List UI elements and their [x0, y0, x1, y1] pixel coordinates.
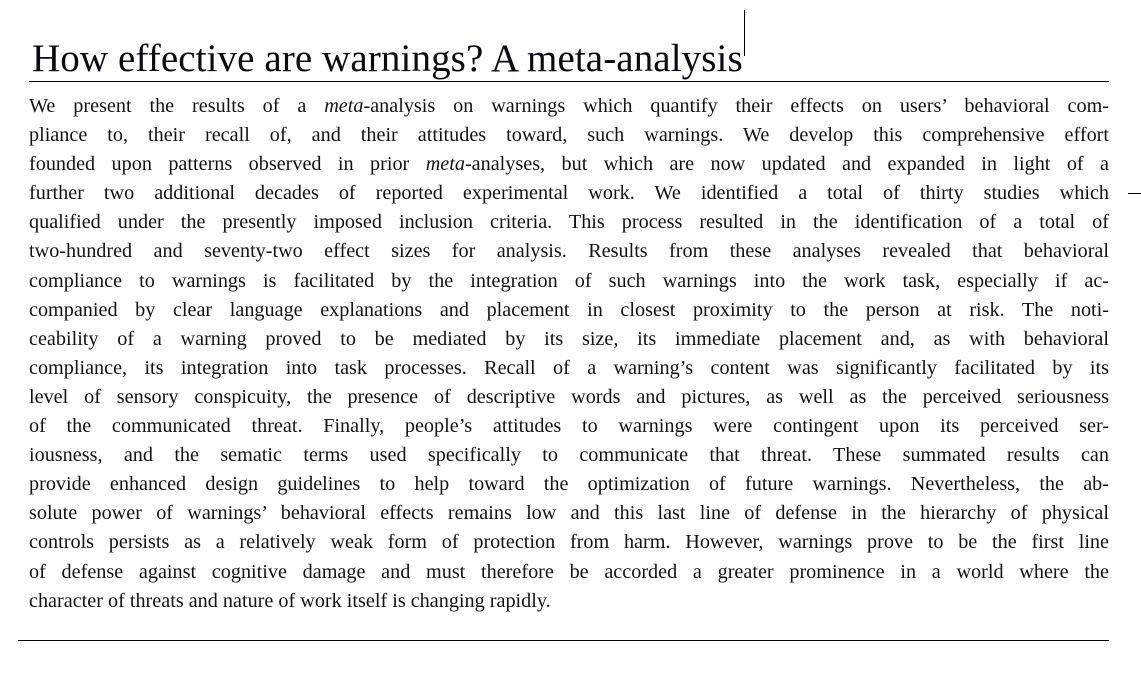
- abstract-line: [29, 587, 1109, 616]
- text-segment: solute power of warnings’ behavioral effects remains low and this last line of defense in the hierarchy of physical: [29, 502, 1109, 525]
- abstract-line: [29, 470, 1109, 499]
- abstract-line: [29, 237, 1109, 266]
- abstract-body: [29, 92, 1109, 616]
- text-segment: compliance to warnings is facilitated by the integration of such warnings into the work task, especially if ac-: [29, 269, 1109, 292]
- top-divider: [29, 81, 1109, 82]
- abstract-line: [29, 179, 1109, 208]
- abstract-line: [29, 208, 1109, 237]
- title-area: [32, 8, 745, 81]
- text-segment: -analysis on warnings which quantify their effects on users’ behavioral com-: [363, 95, 1109, 117]
- text-segment: controls persists as a relatively weak form of protection from harm. However, warnings prove to be the first line: [29, 531, 1109, 554]
- text-segment: compliance, its integration into task processes. Recall of a warning’s content was significantly facilitated by its: [29, 356, 1109, 379]
- text-segment: iousness, and the sematic terms used specifically to communicate that threat. These summated results can: [29, 444, 1109, 467]
- text-caret: [744, 10, 745, 56]
- text-segment: founded upon patterns observed in prior: [29, 153, 426, 176]
- italic-term: meta: [324, 95, 364, 117]
- abstract-line: [29, 92, 1109, 121]
- abstract-line: [29, 412, 1109, 441]
- abstract-line: [29, 441, 1109, 470]
- abstract-line: [29, 354, 1109, 383]
- bottom-divider: [18, 640, 1109, 641]
- abstract-line: [29, 296, 1109, 325]
- italic-term: meta: [425, 153, 465, 176]
- text-segment: companied by clear language explanations and placement in closest proximity to the person at risk. The noti-: [29, 298, 1109, 321]
- text-segment: character of threats and nature of work itself is changing rapidly.: [29, 589, 551, 612]
- text-segment: further two additional decades of reported experimental work. We identified a total of thirty studies which: [29, 182, 1109, 205]
- text-segment: provide enhanced design guidelines to help toward the optimization of future warnings. Nevertheless, the ab-: [29, 473, 1109, 496]
- text-segment: of defense against cognitive damage and must therefore be accorded a greater prominence in a world where the: [29, 560, 1109, 583]
- margin-dash-mark: [1128, 193, 1141, 194]
- text-segment: of the communicated threat. Finally, people’s attitudes to warnings were contingent upon its perceived ser-: [29, 415, 1109, 438]
- text-segment: pliance to, their recall of, and their attitudes toward, such warnings. We develop this comprehensive effort: [29, 124, 1109, 147]
- abstract-line: [29, 558, 1109, 587]
- text-segment: ceability of a warning proved to be mediated by its size, its immediate placement and, as with behavioral: [29, 327, 1109, 350]
- text-segment: We present the results of a: [29, 95, 325, 117]
- text-segment: two-hundred and seventy-two effect sizes for analysis. Results from these analyses revealed that behavioral: [29, 240, 1109, 263]
- text-segment: -analyses, but which are now updated and expanded in light of a: [464, 153, 1109, 176]
- abstract-line: [29, 150, 1109, 179]
- abstract-line: [29, 267, 1109, 296]
- abstract-line: [29, 528, 1109, 557]
- paper-title[interactable]: How effective are warnings? A meta-analysis: [32, 37, 743, 81]
- abstract-line: [29, 121, 1109, 150]
- abstract-line: [29, 499, 1109, 528]
- abstract-line: [29, 325, 1109, 354]
- text-segment: qualified under the presently imposed inclusion criteria. This process resulted in the identification of a total of: [29, 211, 1109, 234]
- text-segment: level of sensory conspicuity, the presence of descriptive words and pictures, as well as the perceived seriousness: [29, 385, 1109, 408]
- abstract-line: [29, 383, 1109, 412]
